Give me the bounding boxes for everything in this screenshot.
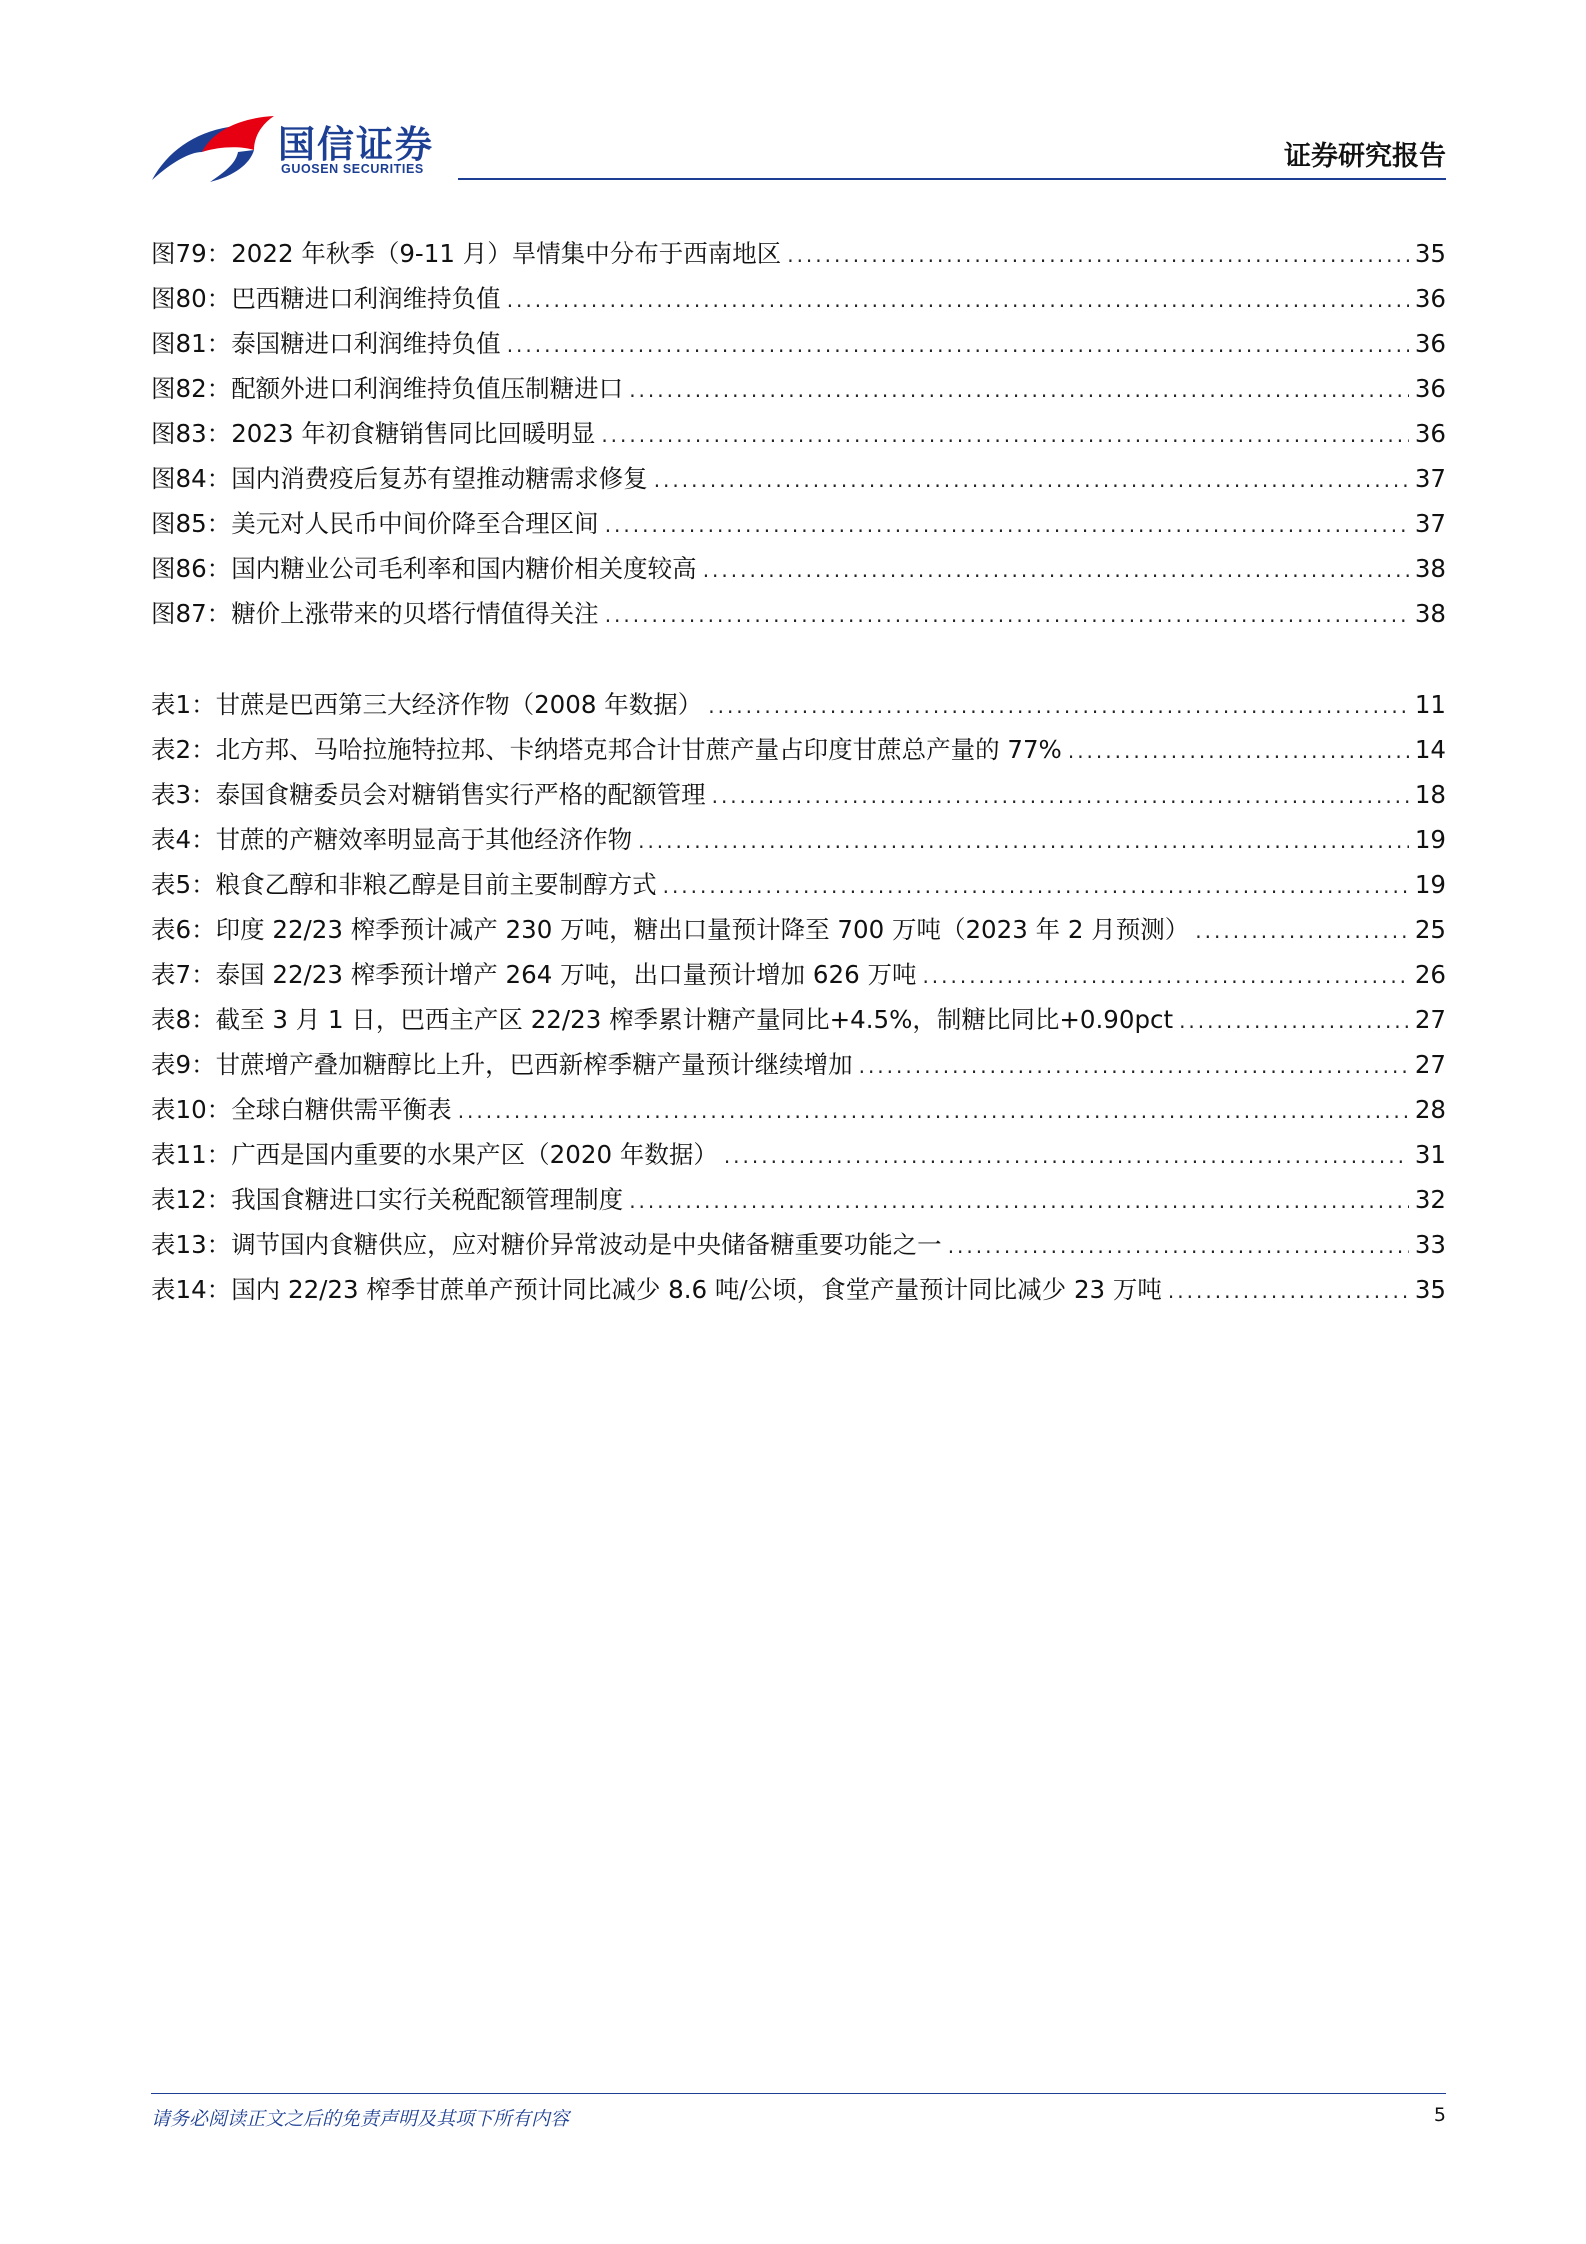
toc-dot-leader bbox=[859, 1044, 1409, 1089]
toc-dot-leader bbox=[638, 819, 1409, 864]
toc-dot-leader bbox=[507, 278, 1409, 323]
figure-list bbox=[151, 231, 1446, 636]
toc-dot-leader bbox=[1179, 999, 1409, 1044]
toc-entry-title: 甘蔗的产糖效率明显高于其他经济作物 bbox=[215, 825, 633, 854]
page-number: 5 bbox=[1433, 2104, 1446, 2126]
toc-dot-leader bbox=[787, 233, 1409, 278]
toc-entry-label: 表5： bbox=[151, 870, 216, 899]
figure-toc-entry[interactable] bbox=[151, 456, 1446, 501]
footer-divider bbox=[151, 2093, 1446, 2094]
toc-dot-leader bbox=[629, 368, 1409, 413]
toc-entry-label: 表7： bbox=[151, 960, 216, 989]
table-toc-entry[interactable] bbox=[151, 772, 1446, 817]
table-toc-entry[interactable] bbox=[151, 1087, 1446, 1132]
toc-entry-label: 表14： bbox=[151, 1275, 232, 1304]
table-toc-entry[interactable] bbox=[151, 952, 1446, 997]
toc-entry-page: 33 bbox=[1414, 1230, 1446, 1259]
toc-entry-title: 我国食糖进口实行关税配额管理制度 bbox=[231, 1185, 624, 1214]
toc-entry-title: 截至 3 月 1 日，巴西主产区 22/23 榨季累计糖产量同比+4.5%，制糖比同比+0.90pct bbox=[215, 1005, 1174, 1034]
figure-toc-entry[interactable] bbox=[151, 546, 1446, 591]
toc-entry-title: 广西是国内重要的水果产区（2020 年数据） bbox=[231, 1140, 718, 1169]
toc-entry-page: 36 bbox=[1414, 374, 1446, 403]
toc-entry-page: 19 bbox=[1414, 825, 1446, 854]
toc-entry-title: 泰国糖进口利润维持负值 bbox=[231, 329, 501, 358]
table-toc-entry[interactable] bbox=[151, 1177, 1446, 1222]
toc-dot-leader bbox=[922, 954, 1408, 999]
toc-dot-leader bbox=[1195, 909, 1409, 954]
toc-entry-label: 表11： bbox=[151, 1140, 232, 1169]
toc-entry-title: 甘蔗增产叠加糖醇比上升，巴西新榨季糖产量预计继续增加 bbox=[215, 1050, 853, 1079]
toc-entry-page: 38 bbox=[1414, 599, 1446, 628]
report-type-title: 证券研究报告 bbox=[1284, 141, 1446, 172]
toc-entry-title: 糖价上涨带来的贝塔行情值得关注 bbox=[231, 599, 599, 628]
toc-entry-title: 粮食乙醇和非粮乙醇是目前主要制醇方式 bbox=[215, 870, 657, 899]
toc-entry-label: 表4： bbox=[151, 825, 216, 854]
header-divider bbox=[458, 178, 1446, 180]
figure-toc-entry[interactable] bbox=[151, 411, 1446, 456]
table-toc-entry[interactable] bbox=[151, 997, 1446, 1042]
toc-entry-label: 表8： bbox=[151, 1005, 216, 1034]
toc-dot-leader bbox=[1168, 1269, 1409, 1314]
toc-entry-title: 2023 年初食糖销售同比回暖明显 bbox=[231, 419, 596, 448]
toc-dot-leader bbox=[712, 774, 1409, 819]
table-toc-entry[interactable] bbox=[151, 727, 1446, 772]
toc-dot-leader bbox=[1068, 729, 1409, 774]
toc-dot-leader bbox=[601, 413, 1408, 458]
toc-entry-title: 调节国内食糖供应，应对糖价异常波动是中央储备糖重要功能之一 bbox=[231, 1230, 942, 1259]
toc-entry-label: 图81： bbox=[151, 329, 232, 358]
toc-entry-label: 表3： bbox=[151, 780, 216, 809]
toc-entry-label: 图87： bbox=[151, 599, 232, 628]
table-toc-entry[interactable] bbox=[151, 817, 1446, 862]
toc-entry-page: 35 bbox=[1414, 1275, 1446, 1304]
toc-entry-label: 表12： bbox=[151, 1185, 232, 1214]
toc-entry-page: 35 bbox=[1414, 239, 1446, 268]
toc-entry-title: 2022 年秋季（9-11 月）旱情集中分布于西南地区 bbox=[231, 239, 782, 268]
toc-entry-label: 图82： bbox=[151, 374, 232, 403]
table-toc-entry[interactable] bbox=[151, 1132, 1446, 1177]
logo-text-en: GUOSEN SECURITIES bbox=[281, 162, 424, 176]
figure-toc-entry[interactable] bbox=[151, 501, 1446, 546]
toc-entry-title: 甘蔗是巴西第三大经济作物（2008 年数据） bbox=[215, 690, 703, 719]
table-toc-entry[interactable] bbox=[151, 907, 1446, 952]
disclaimer-note: 请务必阅读正文之后的免责声明及其项下所有内容 bbox=[151, 2108, 570, 2130]
toc-entry-label: 图86： bbox=[151, 554, 232, 583]
toc-entry-label: 表9： bbox=[151, 1050, 216, 1079]
figure-toc-entry[interactable] bbox=[151, 321, 1446, 366]
table-list bbox=[151, 682, 1446, 1312]
toc-entry-page: 11 bbox=[1414, 690, 1446, 719]
toc-entry-label: 表2： bbox=[151, 735, 216, 764]
toc-entry-title: 美元对人民币中间价降至合理区间 bbox=[231, 509, 599, 538]
toc-dot-leader bbox=[724, 1134, 1409, 1179]
toc-dot-leader bbox=[605, 593, 1409, 638]
toc-entry-page: 14 bbox=[1414, 735, 1446, 764]
toc-dot-leader bbox=[654, 458, 1409, 503]
toc-entry-title: 巴西糖进口利润维持负值 bbox=[231, 284, 501, 313]
toc-entry-page: 36 bbox=[1414, 329, 1446, 358]
table-toc-entry[interactable] bbox=[151, 862, 1446, 907]
table-toc-entry[interactable] bbox=[151, 1267, 1446, 1312]
logo-mark-icon bbox=[150, 112, 275, 184]
logo-text-cn: 国信证券 bbox=[278, 123, 434, 166]
toc-entry-label: 表13： bbox=[151, 1230, 232, 1259]
toc-dot-leader bbox=[948, 1224, 1409, 1269]
toc-entry-label: 图83： bbox=[151, 419, 232, 448]
toc-dot-leader bbox=[703, 548, 1409, 593]
toc-entry-page: 25 bbox=[1414, 915, 1446, 944]
toc-entry-page: 38 bbox=[1414, 554, 1446, 583]
table-toc-entry[interactable] bbox=[151, 682, 1446, 727]
toc-entry-title: 国内 22/23 榨季甘蔗单产预计同比减少 8.6 吨/公顷，食堂产量预计同比减少 23 万吨 bbox=[231, 1275, 1162, 1304]
toc-entry-label: 图79： bbox=[151, 239, 232, 268]
toc-entry-page: 26 bbox=[1414, 960, 1446, 989]
toc-entry-page: 36 bbox=[1414, 284, 1446, 313]
toc-entry-title: 泰国 22/23 榨季预计增产 264 万吨，出口量预计增加 626 万吨 bbox=[215, 960, 917, 989]
toc-entry-page: 37 bbox=[1414, 464, 1446, 493]
toc-entry-page: 18 bbox=[1414, 780, 1446, 809]
toc-entry-page: 32 bbox=[1414, 1185, 1446, 1214]
figure-toc-entry[interactable] bbox=[151, 276, 1446, 321]
toc-entry-label: 表10： bbox=[151, 1095, 232, 1124]
toc-entry-page: 37 bbox=[1414, 509, 1446, 538]
toc-entry-page: 36 bbox=[1414, 419, 1446, 448]
toc-entry-page: 31 bbox=[1414, 1140, 1446, 1169]
toc-dot-leader bbox=[507, 323, 1409, 368]
toc-entry-page: 27 bbox=[1414, 1050, 1446, 1079]
toc-entry-title: 全球白糖供需平衡表 bbox=[231, 1095, 452, 1124]
toc-entry-title: 国内糖业公司毛利率和国内糖价相关度较高 bbox=[231, 554, 697, 583]
toc-dot-leader bbox=[605, 503, 1409, 548]
company-logo bbox=[150, 112, 480, 184]
table-toc-entry[interactable] bbox=[151, 1042, 1446, 1087]
toc-entry-title: 印度 22/23 榨季预计减产 230 万吨，糖出口量预计降至 700 万吨（2023 年 2 月预测） bbox=[215, 915, 1190, 944]
toc-dot-leader bbox=[708, 684, 1409, 729]
figure-toc-entry[interactable] bbox=[151, 366, 1446, 411]
toc-entry-title: 泰国食糖委员会对糖销售实行严格的配额管理 bbox=[215, 780, 706, 809]
toc-entry-label: 表6： bbox=[151, 915, 216, 944]
toc-dot-leader bbox=[629, 1179, 1409, 1224]
figure-toc-entry[interactable] bbox=[151, 591, 1446, 636]
toc-entry-page: 28 bbox=[1414, 1095, 1446, 1124]
toc-entry-title: 北方邦、马哈拉施特拉邦、卡纳塔克邦合计甘蔗产量占印度甘蔗总产量的 77% bbox=[215, 735, 1062, 764]
toc-entry-page: 27 bbox=[1414, 1005, 1446, 1034]
figure-toc-entry[interactable] bbox=[151, 231, 1446, 276]
toc-dot-leader bbox=[458, 1089, 1409, 1134]
toc-entry-label: 图84： bbox=[151, 464, 232, 493]
table-toc-entry[interactable] bbox=[151, 1222, 1446, 1267]
toc-entry-label: 图85： bbox=[151, 509, 232, 538]
toc-entry-title: 国内消费疫后复苏有望推动糖需求修复 bbox=[231, 464, 648, 493]
toc-dot-leader bbox=[663, 864, 1409, 909]
toc-entry-label: 表1： bbox=[151, 690, 216, 719]
toc-entry-label: 图80： bbox=[151, 284, 232, 313]
toc-entry-title: 配额外进口利润维持负值压制糖进口 bbox=[231, 374, 624, 403]
toc-entry-page: 19 bbox=[1414, 870, 1446, 899]
